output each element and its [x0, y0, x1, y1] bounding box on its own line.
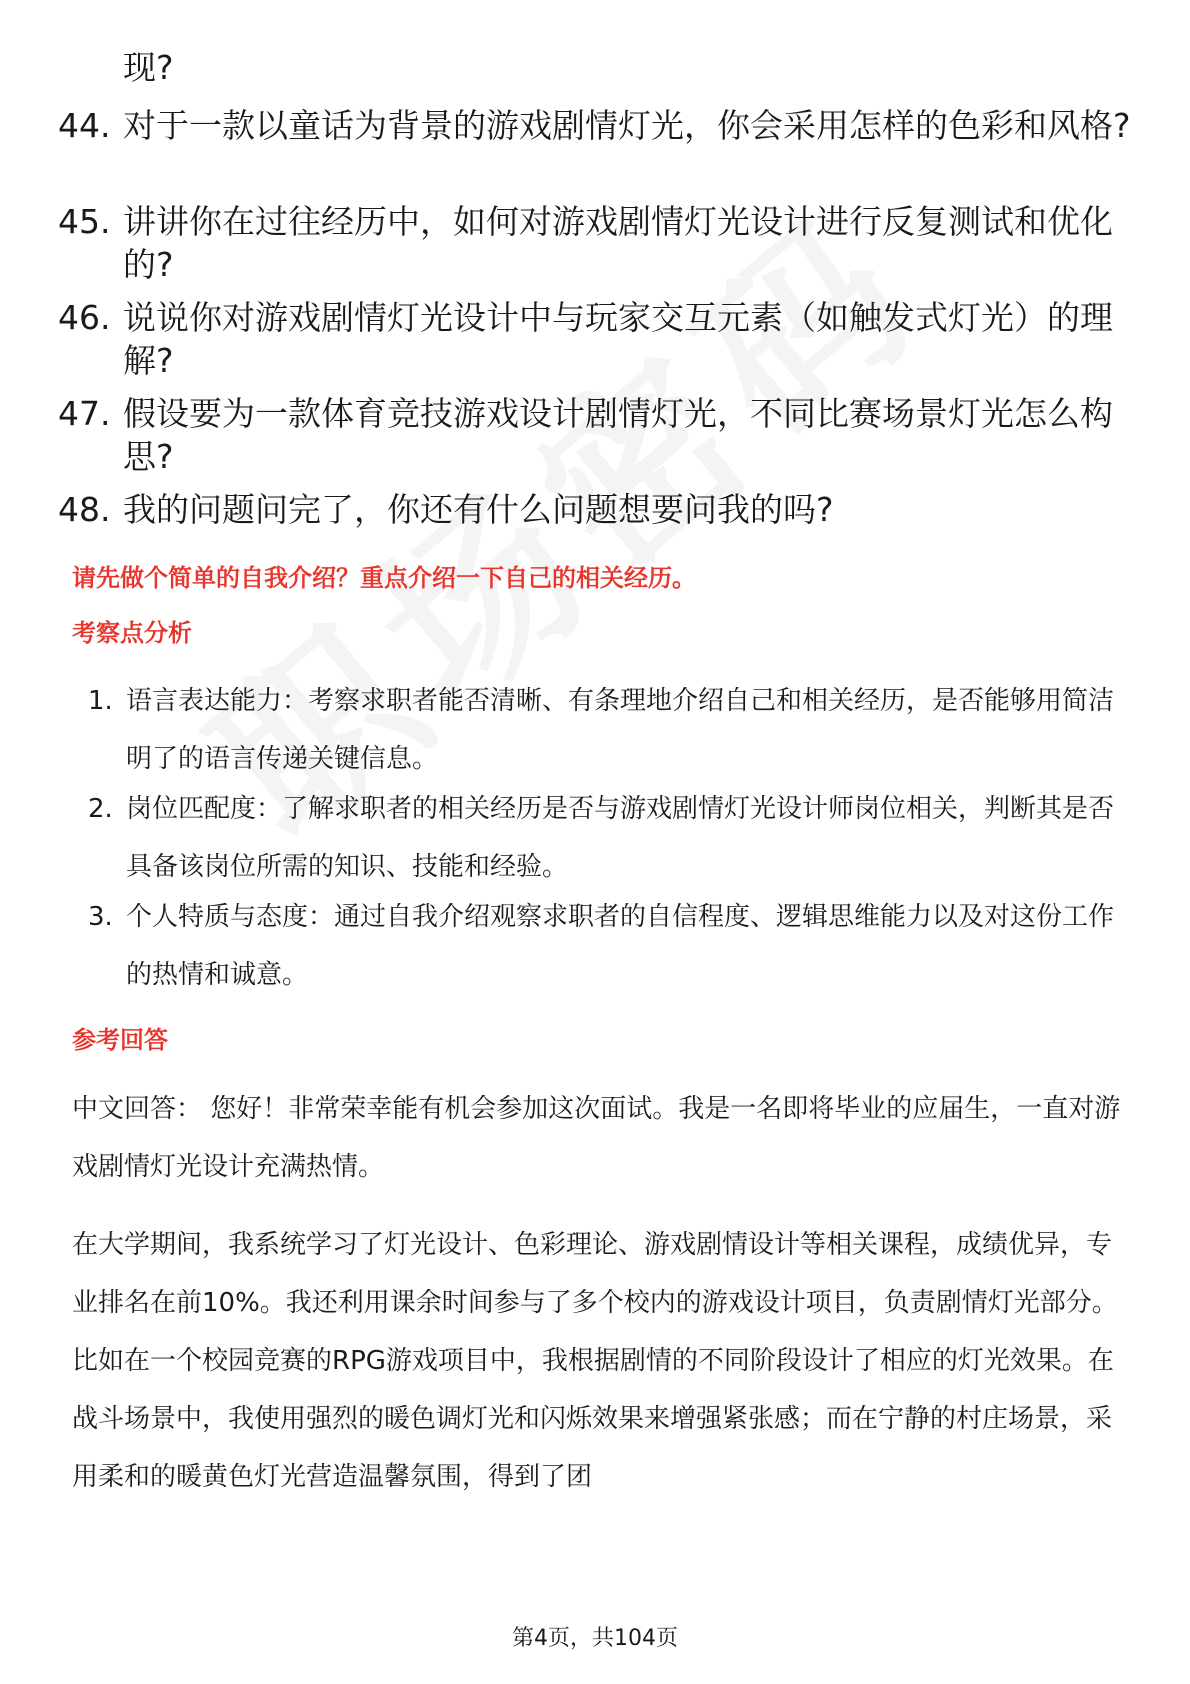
question-item: [58, 296, 1138, 382]
question-item: [58, 200, 1138, 286]
question-number: 45.: [58, 202, 111, 241]
answer-paragraph: 在大学期间，我系统学习了灯光设计、色彩理论、游戏剧情设计等相关课程，成绩优异，专业排名在前10%。我还利用课余时间参与了多个校内的游戏设计项目，负责剧情灯光部分。比如在一个校园竞赛的RPG游戏项目中，我根据剧情的不同阶段设计了相应的灯光效果。在战斗场景中，我使用强烈的暖色调灯光和闪烁效果来增强紧张感；而在宁静的村庄场景，采用柔和的暖黄色灯光营造温馨氛围，得到了团: [72, 1230, 1118, 1492]
analysis-item-text: 个人特质与态度：通过自我介绍观察求职者的自信程度、逻辑思维能力以及对这份工作的热情和诚意。: [126, 902, 1115, 990]
answer-heading: 参考回答: [72, 1026, 168, 1054]
page-footer: 第4页，共104页: [512, 1626, 678, 1651]
question-number: 44.: [58, 106, 111, 145]
analysis-item: [88, 672, 1118, 788]
question-text: 假设要为一款体育竞技游戏设计剧情灯光，不同比赛场景灯光怎么构思?: [123, 394, 1113, 476]
answer-paragraph: 中文回答： 您好！非常荣幸能有机会参加这次面试。我是一名即将毕业的应届生，一直对游戏剧情灯光设计充满热情。: [72, 1094, 1121, 1182]
section-question: 请先做个简单的自我介绍？重点介绍一下自己的相关经历。: [72, 564, 696, 592]
question-number: 47.: [58, 394, 111, 433]
question-item: [58, 46, 1138, 89]
analysis-item-number: 3.: [88, 902, 113, 932]
question-text: 我的问题问完了，你还有什么问题想要问我的吗?: [123, 490, 834, 529]
question-item: [58, 488, 1138, 531]
analysis-item-text: 语言表达能力：考察求职者能否清晰、有条理地介绍自己和相关经历，是否能够用简洁明了的语言传递关键信息。: [126, 686, 1115, 774]
analysis-item-text: 岗位匹配度：了解求职者的相关经历是否与游戏剧情灯光设计师岗位相关，判断其是否具备该岗位所需的知识、技能和经验。: [126, 794, 1115, 882]
question-text: 讲讲你在过往经历中，如何对游戏剧情灯光设计进行反复测试和优化的?: [123, 202, 1113, 284]
analysis-item-number: 2.: [88, 794, 113, 824]
analysis-item: [88, 888, 1118, 1004]
analysis-item: [88, 780, 1118, 896]
analysis-heading: 考察点分析: [72, 619, 192, 647]
question-text: 说说你对游戏剧情灯光设计中与玩家交互元素（如触发式灯光）的理解?: [123, 298, 1113, 380]
question-item: [58, 392, 1138, 478]
question-item: [58, 104, 1138, 147]
question-text: 对于一款以童话为背景的游戏剧情灯光，你会采用怎样的色彩和风格?: [123, 106, 1131, 145]
analysis-item-number: 1.: [88, 686, 113, 716]
question-text: 现?: [123, 48, 174, 87]
question-number: 46.: [58, 298, 111, 337]
question-number: 48.: [58, 490, 111, 529]
